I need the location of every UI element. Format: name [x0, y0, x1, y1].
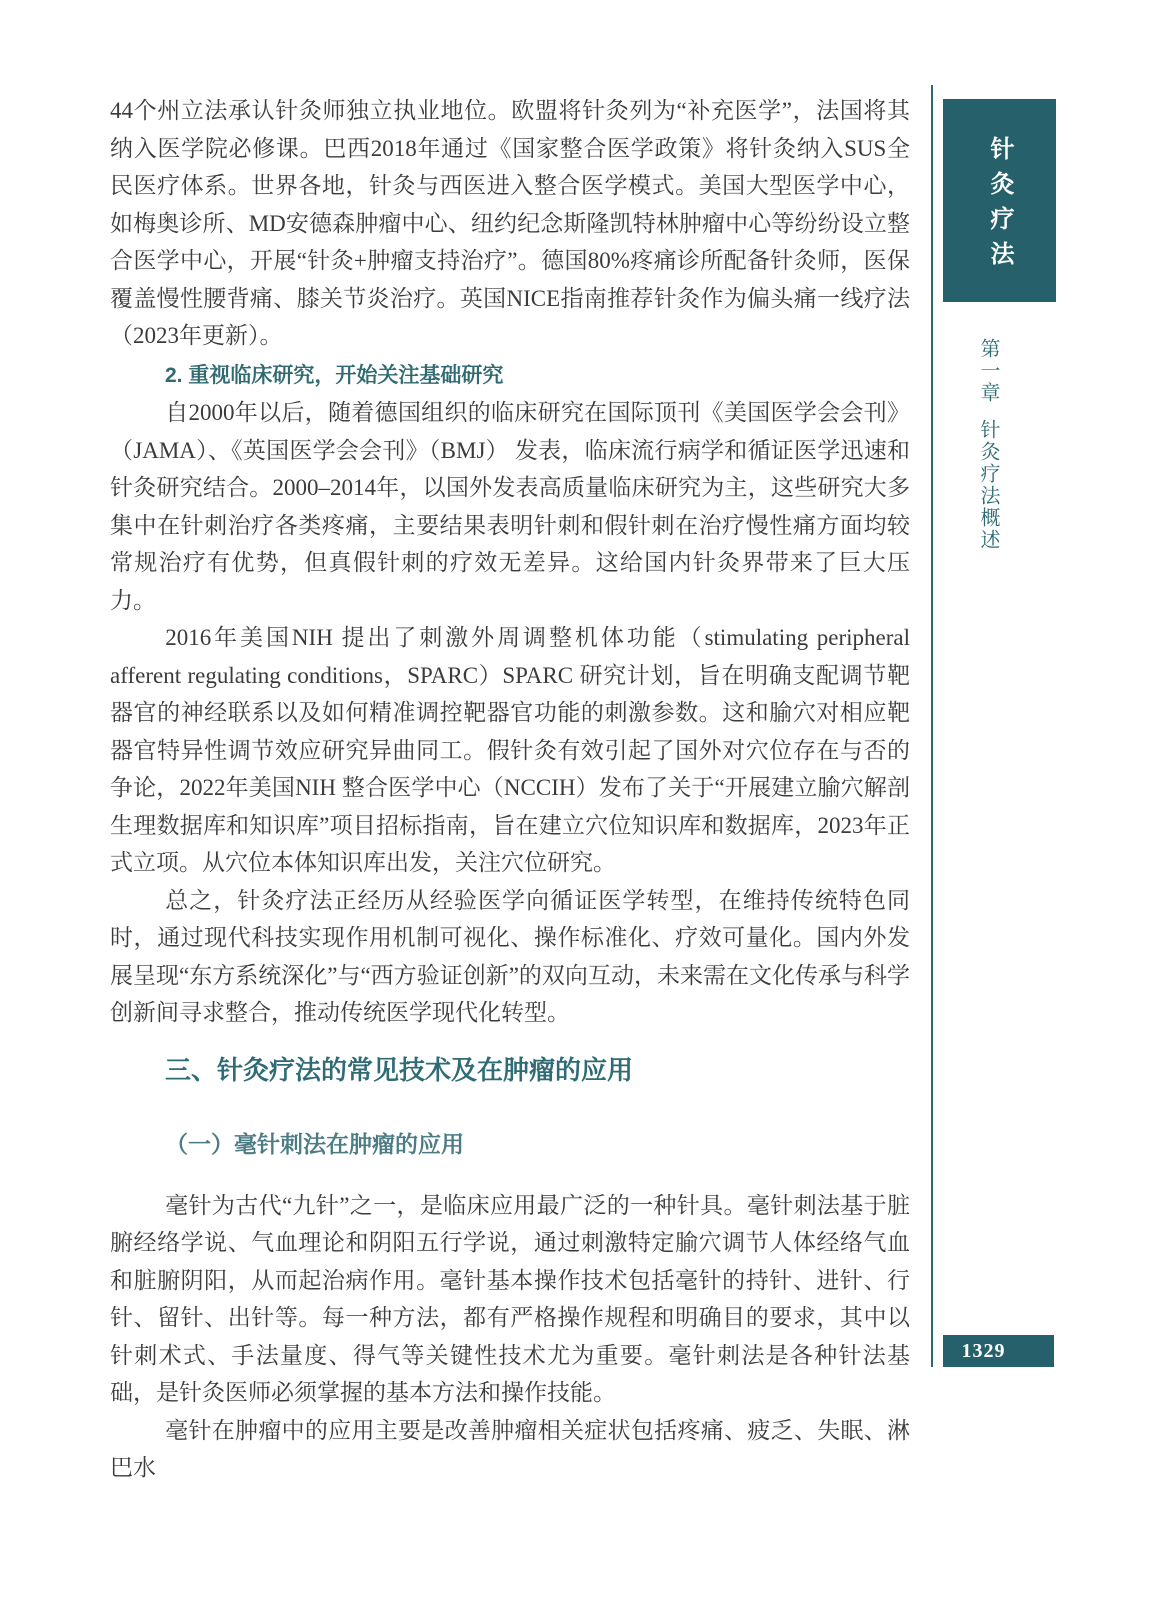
- heading-clinical-research: 2. 重视临床研究，开始关注基础研究: [165, 363, 504, 387]
- page-number: 1329: [961, 1339, 1006, 1362]
- paragraph-nih-sparc: 2016年美国NIH 提出了刺激外周调整机体功能（stimulating peripheral afferent regulating conditions，SPARC）SPARC 研究计划，旨在明确支配调节靶器官的神经联系以及如何精准调控靶器官功能的刺激参数。这和腧穴对相应靶器官特异性调节效应研究异曲同工。假针灸有效引起了国外对穴位存在与否的争论，2022年美国NIH 整合医学中心（NCCIH）发布了关于“开展建立腧穴解剖生理数据库和知识库”项目招标指南，旨在建立穴位知识库和数据库，2023年正式立项。从穴位本体知识库出发，关注穴位研究。: [110, 625, 910, 875]
- chapter-title: 针灸疗法概述: [977, 419, 999, 551]
- page-number-badge: [943, 1335, 1054, 1367]
- paragraph-tumor-application: 毫针在肿瘤中的应用主要是改善肿瘤相关症状包括疼痛、疲乏、失眠、淋巴水: [110, 1417, 910, 1480]
- chapter-number: 第一章: [977, 338, 999, 404]
- paragraph-summary: 总之，针灸疗法正经历从经验医学向循证医学转型，在维持传统特色同时，通过现代科技实现作用机制可视化、操作标准化、疗效可量化。国内外发展呈现“东方系统深化”与“西方验证创新”的双向互动，未来需在文化传承与科学创新间寻求整合，推动传统医学现代化转型。: [110, 887, 910, 1025]
- paragraph-filiform-needle: 毫针为古代“九针”之一，是临床应用最广泛的一种针具。毫针刺法基于脏腑经络学说、气血理论和阴阳五行学说，通过刺激特定腧穴调节人体经络气血和脏腑阴阳，从而起治病作用。毫针基本操作技术包括毫针的持针、进针、行针、留针、出针等。每一种方法，都有严格操作规程和明确目的要求，其中以针刺术式、手法量度、得气等关键性技术尤为重要。毫针刺法是各种针法基础，是针灸医师必须掌握的基本方法和操作技能。: [110, 1192, 910, 1405]
- chapter-tab: [943, 99, 1056, 302]
- page-body: [110, 92, 910, 1487]
- paragraph-global-status: 44个州立法承认针灸师独立执业地位。欧盟将针灸列为“补充医学”，法国将其纳入医学院必修课。巴西2018年通过《国家整合医学政策》将针灸纳入SUS全民医疗体系。世界各地，针灸与西医进入整合医学模式。美国大型医学中心，如梅奥诊所、MD安德森肿瘤中心、纽约纪念斯隆凯特林肿瘤中心等纷纷设立整合医学中心，开展“针灸+肿瘤支持治疗”。德国80%疼痛诊所配备针灸师，医保覆盖慢性腰背痛、膝关节炎治疗。英国NICE指南推荐针灸作为偏头痛一线疗法（2023年更新）。: [110, 98, 910, 348]
- heading-section-three: 三、针灸疗法的常见技术及在肿瘤的应用: [165, 1055, 634, 1085]
- sidebar-rule: [931, 85, 933, 1367]
- heading-subsection-one: （一）毫针刺法在肿瘤的应用: [165, 1130, 464, 1157]
- paragraph-clinical-research: 自2000年以后，随着德国组织的临床研究在国际顶刊《美国医学会会刊》（JAMA）、《英国医学会会刊》（BMJ） 发表，临床流行病学和循证医学迅速和针灸研究结合。2000–2014年，以国外发表高质量临床研究为主，这些研究大多集中在针刺治疗各类疼痛，主要结果表明针刺和假针刺在治疗慢性痛方面均较常规治疗有优势，但真假针刺的疗效无差异。这给国内针灸界带来了巨大压力。: [110, 400, 910, 613]
- chapter-tab-title: 针灸疗法: [986, 136, 1013, 276]
